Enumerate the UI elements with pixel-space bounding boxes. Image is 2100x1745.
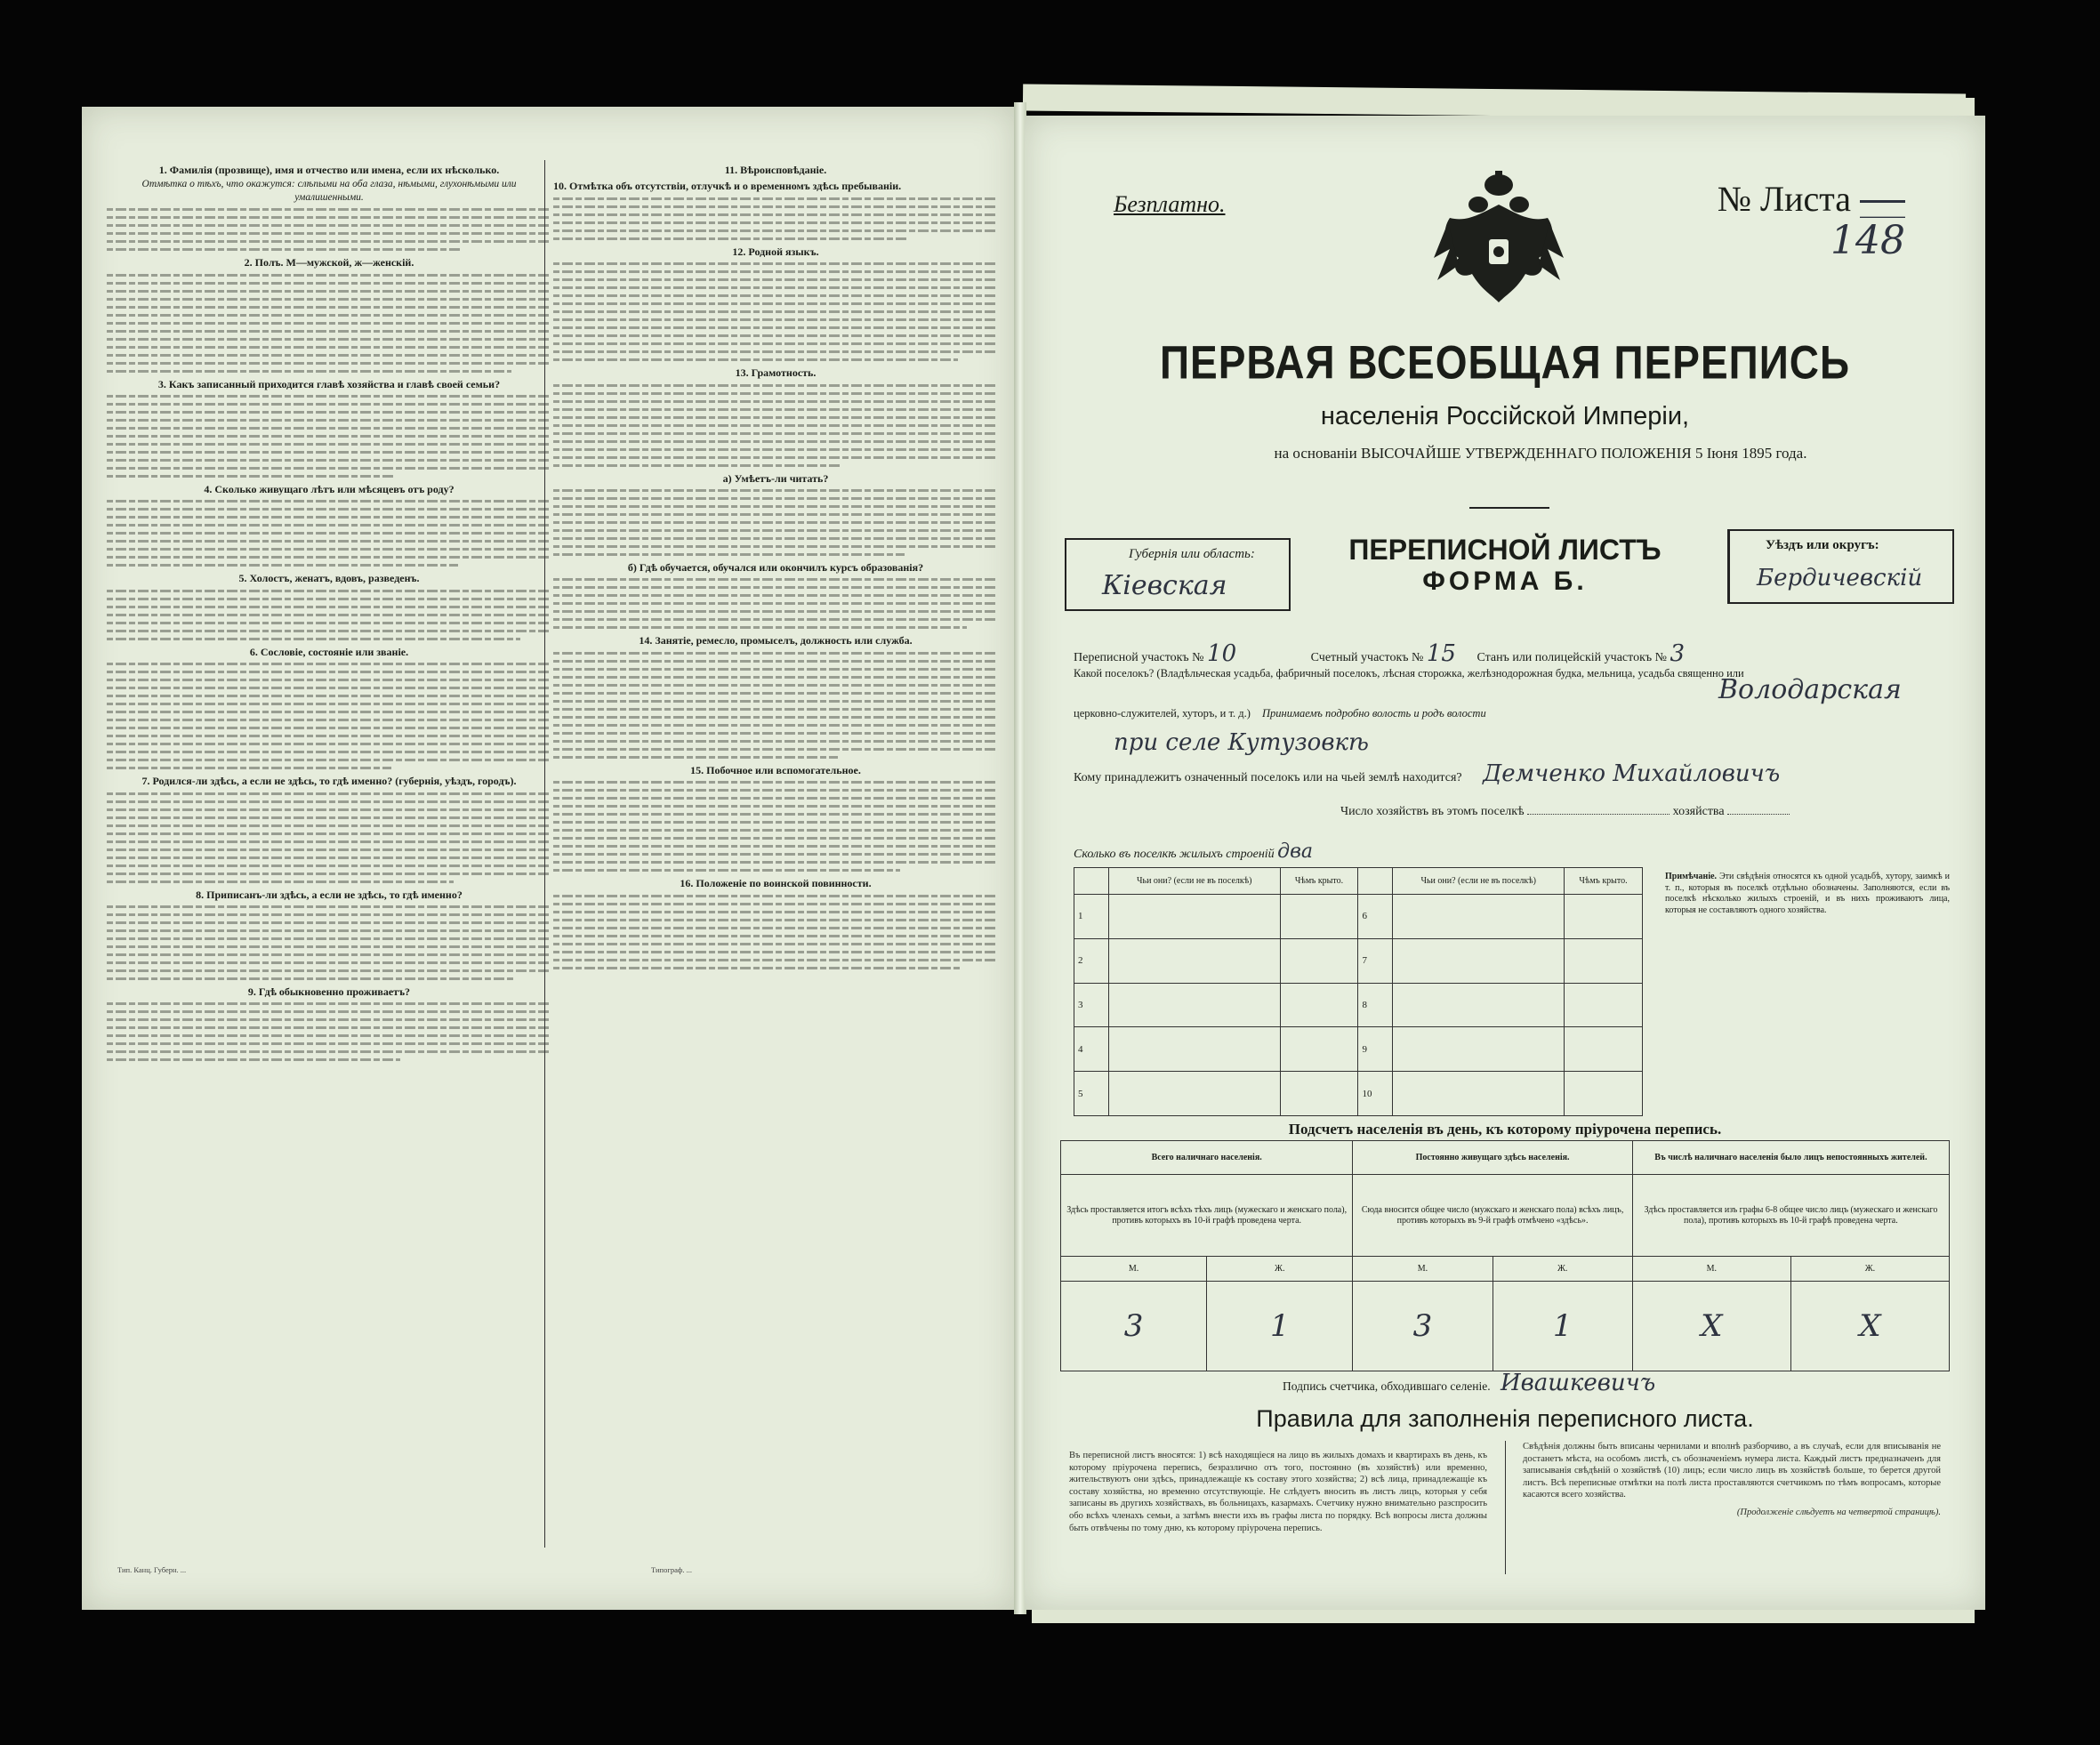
uezd-label: Уѣздъ или округъ: [1766, 538, 1879, 552]
count-present-female: 1 [1207, 1282, 1353, 1371]
left-column-b [553, 160, 998, 975]
signature-handwritten: Ивашкевичъ [1500, 1370, 1656, 1396]
small-print-block [553, 489, 998, 556]
small-print-block [553, 578, 998, 629]
settlement-handwritten: Володарская [1718, 674, 1902, 705]
rules-right-text: Свѣдѣнія должны быть вписаны чернилами и вполнѣ разборчиво, а въ случаѣ, если для вписыванія не достанетъ мѣста, на особомъ листѣ, съ обозначеніемъ нумера листа. Каждый листъ предназначенъ для записыванія свѣдѣній о хозяйствѣ (10) лицъ; если число лицъ въ хозяйствѣ больше, то берется другой листъ. Всѣ переписные отмѣтки на полѣ листа проставляются счетчикомъ по тѣмъ вопросамъ, которые касаются всего хозяйства. [1523, 1442, 1941, 1500]
small-print-block [107, 663, 551, 769]
gubernia-handwritten: Кіевская [1102, 570, 1227, 601]
left-column-a [107, 160, 551, 1066]
settlement-type-label-2: церковно-служителей, хуторъ, и т. д.) [1074, 707, 1251, 720]
free-label: Безплатно. [1114, 191, 1226, 217]
count-desc-present: Здѣсь проставляется итогъ всѣхъ тѣхъ лицъ (мужескаго и женскаго пола), противъ которыхъ въ 10-й графѣ проведена черта. [1061, 1175, 1353, 1257]
signature-row [1283, 1370, 1655, 1396]
section-title: 6. Сословіе, состояніе или званіе. [249, 645, 409, 658]
census-legal-basis: на основаніи ВЫСОЧАЙШЕ УТВЕРЖДЕННАГО ПОЛОЖЕНІЯ 5 Іюня 1895 года. [1274, 445, 1807, 462]
small-print-block [107, 395, 551, 478]
buildings-col-owner-2: Чьи они? (если не въ поселкѣ) [1393, 868, 1565, 895]
row-number: 8 [1358, 983, 1393, 1027]
count-permanent-female: 1 [1493, 1282, 1632, 1371]
counting-district-label: Счетный участокъ № [1310, 651, 1424, 664]
population-count-heading: Подсчетъ населенія въ день, къ которому пріурочена перепись. [1288, 1121, 1722, 1138]
sex-male-header: М. [1353, 1257, 1493, 1282]
section-title: 12. Родной языкъ. [732, 245, 819, 258]
census-title: ПЕРВАЯ ВСЕОБЩАЯ ПЕРЕПИСЬ [1159, 335, 1851, 389]
rules-continued-note: (Продолженіе слѣдуетъ на четвертой страницѣ). [1736, 1507, 1941, 1517]
uezd-box [1727, 529, 1954, 604]
households-suffix: хозяйства [1672, 805, 1725, 818]
rules-divider [1505, 1441, 1506, 1574]
small-print-block [553, 384, 998, 467]
sex-female-header: Ж. [1790, 1257, 1949, 1282]
buildings-col-owner: Чьи они? (если не въ поселкѣ) [1109, 868, 1281, 895]
small-print-block [107, 590, 551, 640]
section-title: 15. Побочное или вспомогательное. [690, 763, 861, 776]
section-title: 5. Холостъ, женатъ, вдовъ, разведенъ. [238, 572, 420, 585]
gubernia-box [1065, 538, 1291, 611]
row-number: 10 [1358, 1072, 1393, 1116]
small-print-block [553, 781, 998, 872]
row-number: 3 [1074, 983, 1109, 1027]
owner-label: Кому принадлежитъ означенный поселокъ или на чьей землѣ находится? [1074, 771, 1462, 784]
count-col-temporary: Въ числѣ наличнаго населенія было лицъ непостоянныхъ жителей. [1632, 1141, 1949, 1175]
section-title: 13. Грамотность. [735, 366, 817, 380]
section-title: 2. Полъ. М—мужской, ж—женскій. [244, 256, 414, 269]
village-handwritten: при селе Кутузовкѣ [1114, 729, 1369, 756]
section-title: 7. Родился-ли здѣсь, а если не здѣсь, то гдѣ именно? (губернія, уѣздъ, городъ). [141, 775, 517, 788]
printer-imprint-right: Типограф. ... [651, 1565, 692, 1574]
rules-title: Правила для заполненія переписного листа. [1256, 1405, 1754, 1432]
sex-female-header: Ж. [1493, 1257, 1632, 1282]
small-print-block [107, 208, 551, 251]
section-title: 14. Занятіе, ремесло, промыселъ, должность или служба. [639, 634, 913, 647]
form-subtitle: ФОРМА Б. [1422, 567, 1588, 596]
count-present-male: 3 [1061, 1282, 1207, 1371]
form-title: ПЕРЕПИСНОЙ ЛИСТЪ [1348, 534, 1661, 566]
counting-district-value: 15 [1426, 640, 1456, 667]
row-number: 7 [1358, 938, 1393, 983]
section-title: 8. Приписанъ-ли здѣсь, а если не здѣсь, то гдѣ именно? [196, 888, 463, 901]
note-title: Примѣчаніе. [1665, 872, 1718, 881]
section-title: 11. Вѣроисповѣданіе. [724, 164, 827, 176]
row-number: 4 [1074, 1027, 1109, 1072]
printer-imprint-left: Тип. Канц. Губерн. ... [117, 1565, 187, 1574]
sex-female-header: Ж. [1207, 1257, 1353, 1282]
census-district-label: Переписной участокъ № [1074, 651, 1204, 664]
row-number: 5 [1074, 1072, 1109, 1116]
count-desc-permanent: Сюда вносится общее число (мужскаго и женскаго пола) всѣхъ лицъ, противъ которыхъ въ 9-й графѣ отмѣчено «здѣсь». [1353, 1175, 1632, 1257]
note-text: Эти свѣдѣнія относятся къ одной усадьбѣ, хутору, заимкѣ и т. п., которыя въ поселкѣ отдѣльно обозначены. Заполняются, если въ поселкѣ нѣсколько жилыхъ строеній, и въ нихъ проживаютъ лица, которыя не составляютъ одного хозяйства. [1665, 872, 1950, 915]
small-print-block [553, 262, 998, 361]
count-temporary-male: X [1632, 1282, 1790, 1371]
section-title-absence: 10. Отмѣтка объ отсутствіи, отлучкѣ и о временномъ здѣсь пребываніи. [553, 180, 902, 193]
district-row [1074, 640, 1954, 667]
buildings-col-roof: Чѣмъ крыто. [1280, 868, 1358, 895]
right-page [1025, 116, 1985, 1610]
sheet-number-handwritten: 148 [1830, 218, 1905, 263]
police-district-label: Станъ или полицейскій участокъ № [1476, 651, 1667, 664]
rules-column-left: Въ переписной листъ вносятся: 1) всѣ находящіеся на лицо въ жилыхъ домахъ и квартирахъ въ день, къ которому пріурочена перепись, безразлично отъ того, постоянно (въ хозяйствѣ) или временно, жительствуютъ они здѣсь, принадлежащіе къ составу этого хозяйства; 2) всѣ лица, принадлежащіе къ составу хозяйства, но временно отсутствующіе. Не слѣдуетъ вносить въ листъ лицъ, которыя у себя записаны въ другихъ хозяйствахъ, въ больницахъ, казармахъ. Счетчику нужно внимательно разспросить обо всѣхъ членахъ семьи, а затѣмъ внести ихъ въ графы листа по порядку. Всѣ вопросы листа должны быть отвѣчены по тому дню, къ которому пріурочена перепись. [1069, 1451, 1487, 1533]
population-count-table [1060, 1140, 1950, 1371]
small-print-block [107, 792, 551, 883]
row-number: 6 [1358, 895, 1393, 939]
count-col-present: Всего наличнаго населенія. [1061, 1141, 1353, 1175]
count-col-permanent: Постоянно живущаго здѣсь населенія. [1353, 1141, 1632, 1175]
rules-column-right [1523, 1441, 1941, 1519]
count-desc-temporary: Здѣсь проставляется изъ графы 6-8 общее число лицъ (мужескаго и женскаго пола), противъ которыхъ въ 10-й графѣ проведена черта. [1632, 1175, 1949, 1257]
buildings-table [1074, 867, 1643, 1116]
buildings-row [1074, 840, 1954, 863]
section-subtitle: Отмѣтка о тѣхъ, что окажутся: слѣпыми на оба глаза, нѣмыми, глухонѣмыми или умалишенными. [141, 179, 517, 203]
sex-male-header: М. [1061, 1257, 1207, 1282]
buildings-note [1665, 872, 1950, 916]
police-district-value: 3 [1670, 640, 1686, 667]
small-print-block [553, 895, 998, 969]
owner-handwritten: Демченко Михайловичъ [1483, 760, 1781, 787]
section-title: б) Гдѣ обучается, обучался или окончилъ курсъ образованія? [627, 561, 924, 575]
section-title: 3. Какъ записанный приходится главѣ хозяйства и главѣ своей семьи? [157, 377, 501, 390]
households-label: Число хозяйствъ въ этомъ поселкѣ [1340, 805, 1525, 818]
buildings-handwritten: два [1277, 840, 1314, 863]
small-print-block [107, 1002, 551, 1061]
small-print-block [107, 274, 551, 373]
census-district-value: 10 [1207, 640, 1237, 667]
form-title-box [1291, 534, 1718, 597]
census-subtitle: населенія Россійской Имперіи, [1320, 402, 1690, 430]
buildings-col-roof-2: Чѣмъ крыто. [1565, 868, 1643, 895]
count-temporary-female: X [1790, 1282, 1949, 1371]
settlement-type-label: Какой поселокъ? (Владѣльческая усадьба, фабричный поселокъ, лѣсная сторожка, желѣзнодорожная будка, мельница, усадьба священно или [1074, 667, 1744, 680]
divider-rule [1469, 507, 1549, 509]
section-title: 4. Сколько живущаго лѣтъ или мѣсяцевъ отъ роду? [204, 483, 455, 496]
buildings-label: Сколько въ поселкѣ жилыхъ строеній [1074, 848, 1275, 861]
count-permanent-male: 3 [1353, 1282, 1493, 1371]
section-title: 9. Гдѣ обыкновенно проживаетъ? [247, 985, 411, 999]
section-title: 16. Положеніе по воинской повинности. [680, 877, 872, 890]
uezd-handwritten: Бердичевскій [1757, 565, 1923, 591]
row-number: 1 [1074, 895, 1109, 939]
section-title: 1. Фамилія (прозвище), имя и отчество или именa, если их нѣсколько. [158, 164, 500, 176]
sex-male-header: М. [1632, 1257, 1790, 1282]
signature-label: Подпись счетчика, обходившаго селеніе. [1283, 1379, 1491, 1393]
households-row [1074, 805, 1954, 819]
row-number: 2 [1074, 938, 1109, 983]
left-page [82, 107, 1016, 1610]
small-print-block [553, 652, 998, 759]
small-print-block [107, 500, 551, 567]
settlement-row-2 [1074, 707, 1954, 720]
section-title: а) Умѣетъ-ли читать? [722, 471, 829, 485]
column-divider [544, 160, 545, 1548]
sheet-number: № Листа ___ 148 [1717, 179, 1905, 263]
settlement-instruction: Принимаемъ подробно волость и родъ волости [1262, 707, 1486, 720]
small-print-block [553, 197, 998, 240]
row-number: 9 [1358, 1027, 1393, 1072]
owner-row [1074, 760, 1954, 787]
sheet-number-label: № Листа [1717, 179, 1851, 219]
gubernia-label: Губернія или область: [1129, 547, 1255, 561]
imperial-eagle-emblem [1432, 169, 1565, 311]
small-print-block [107, 905, 551, 980]
